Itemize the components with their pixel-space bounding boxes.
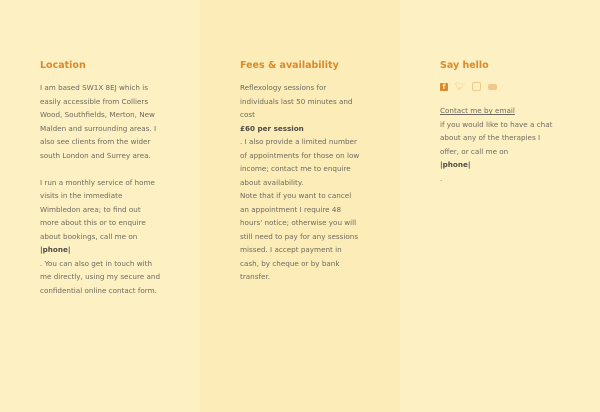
location-column <box>0 0 200 412</box>
fees-text-2: . I also provide a limited number of appointments for those on low income; contact me to enquire about availability. <box>240 137 360 187</box>
location-text-1: I am based SW1X 8EJ which is easily accessible from Colliers Wood, Southfields, Merton, New Malden and surrounding areas. I also see clients from the wider south London and Surrey area. <box>40 83 157 160</box>
say-hello-phone: |phone| <box>440 160 471 169</box>
say-hello-heading: Say hello <box>440 60 489 71</box>
location-text-3: . You can also get in touch with me directly, using my secure and confidential online contact form. <box>40 258 161 295</box>
contact-email-link[interactable]: Contact me by email <box>440 106 515 115</box>
say-hello-text-1: if you would like to have a chat about any of the therapies I offer, or call me on <box>440 119 553 156</box>
location-text-2: I run a monthly service of home visits in the immediate Wimbledon area; to find out more about this or to enquire about bookings, call me on <box>40 177 155 241</box>
fees-heading: Fees & availability <box>240 60 339 71</box>
fees-column <box>200 0 400 412</box>
fees-text-1: Reflexology sessions for individuals last 50 minutes and cost <box>240 83 353 119</box>
instagram-icon[interactable] <box>472 82 481 91</box>
social-icons <box>440 81 560 92</box>
location-heading: Location <box>40 60 86 71</box>
say-hello-column <box>400 0 600 412</box>
youtube-icon[interactable] <box>488 84 497 90</box>
twitter-icon[interactable]: 🐦︎ <box>455 82 466 91</box>
facebook-icon[interactable]: f <box>440 83 448 91</box>
fees-price: £60 per session <box>240 123 304 133</box>
fees-text-3: Note that if you want to cancel an appointment I require 48 hours' notice; otherwise you will still need to pay for any sessions missed. I accept payment in cash, by cheque or by bank transfer. <box>240 191 359 281</box>
location-phone: |phone| <box>40 245 71 254</box>
say-hello-text-2: . <box>440 173 443 183</box>
